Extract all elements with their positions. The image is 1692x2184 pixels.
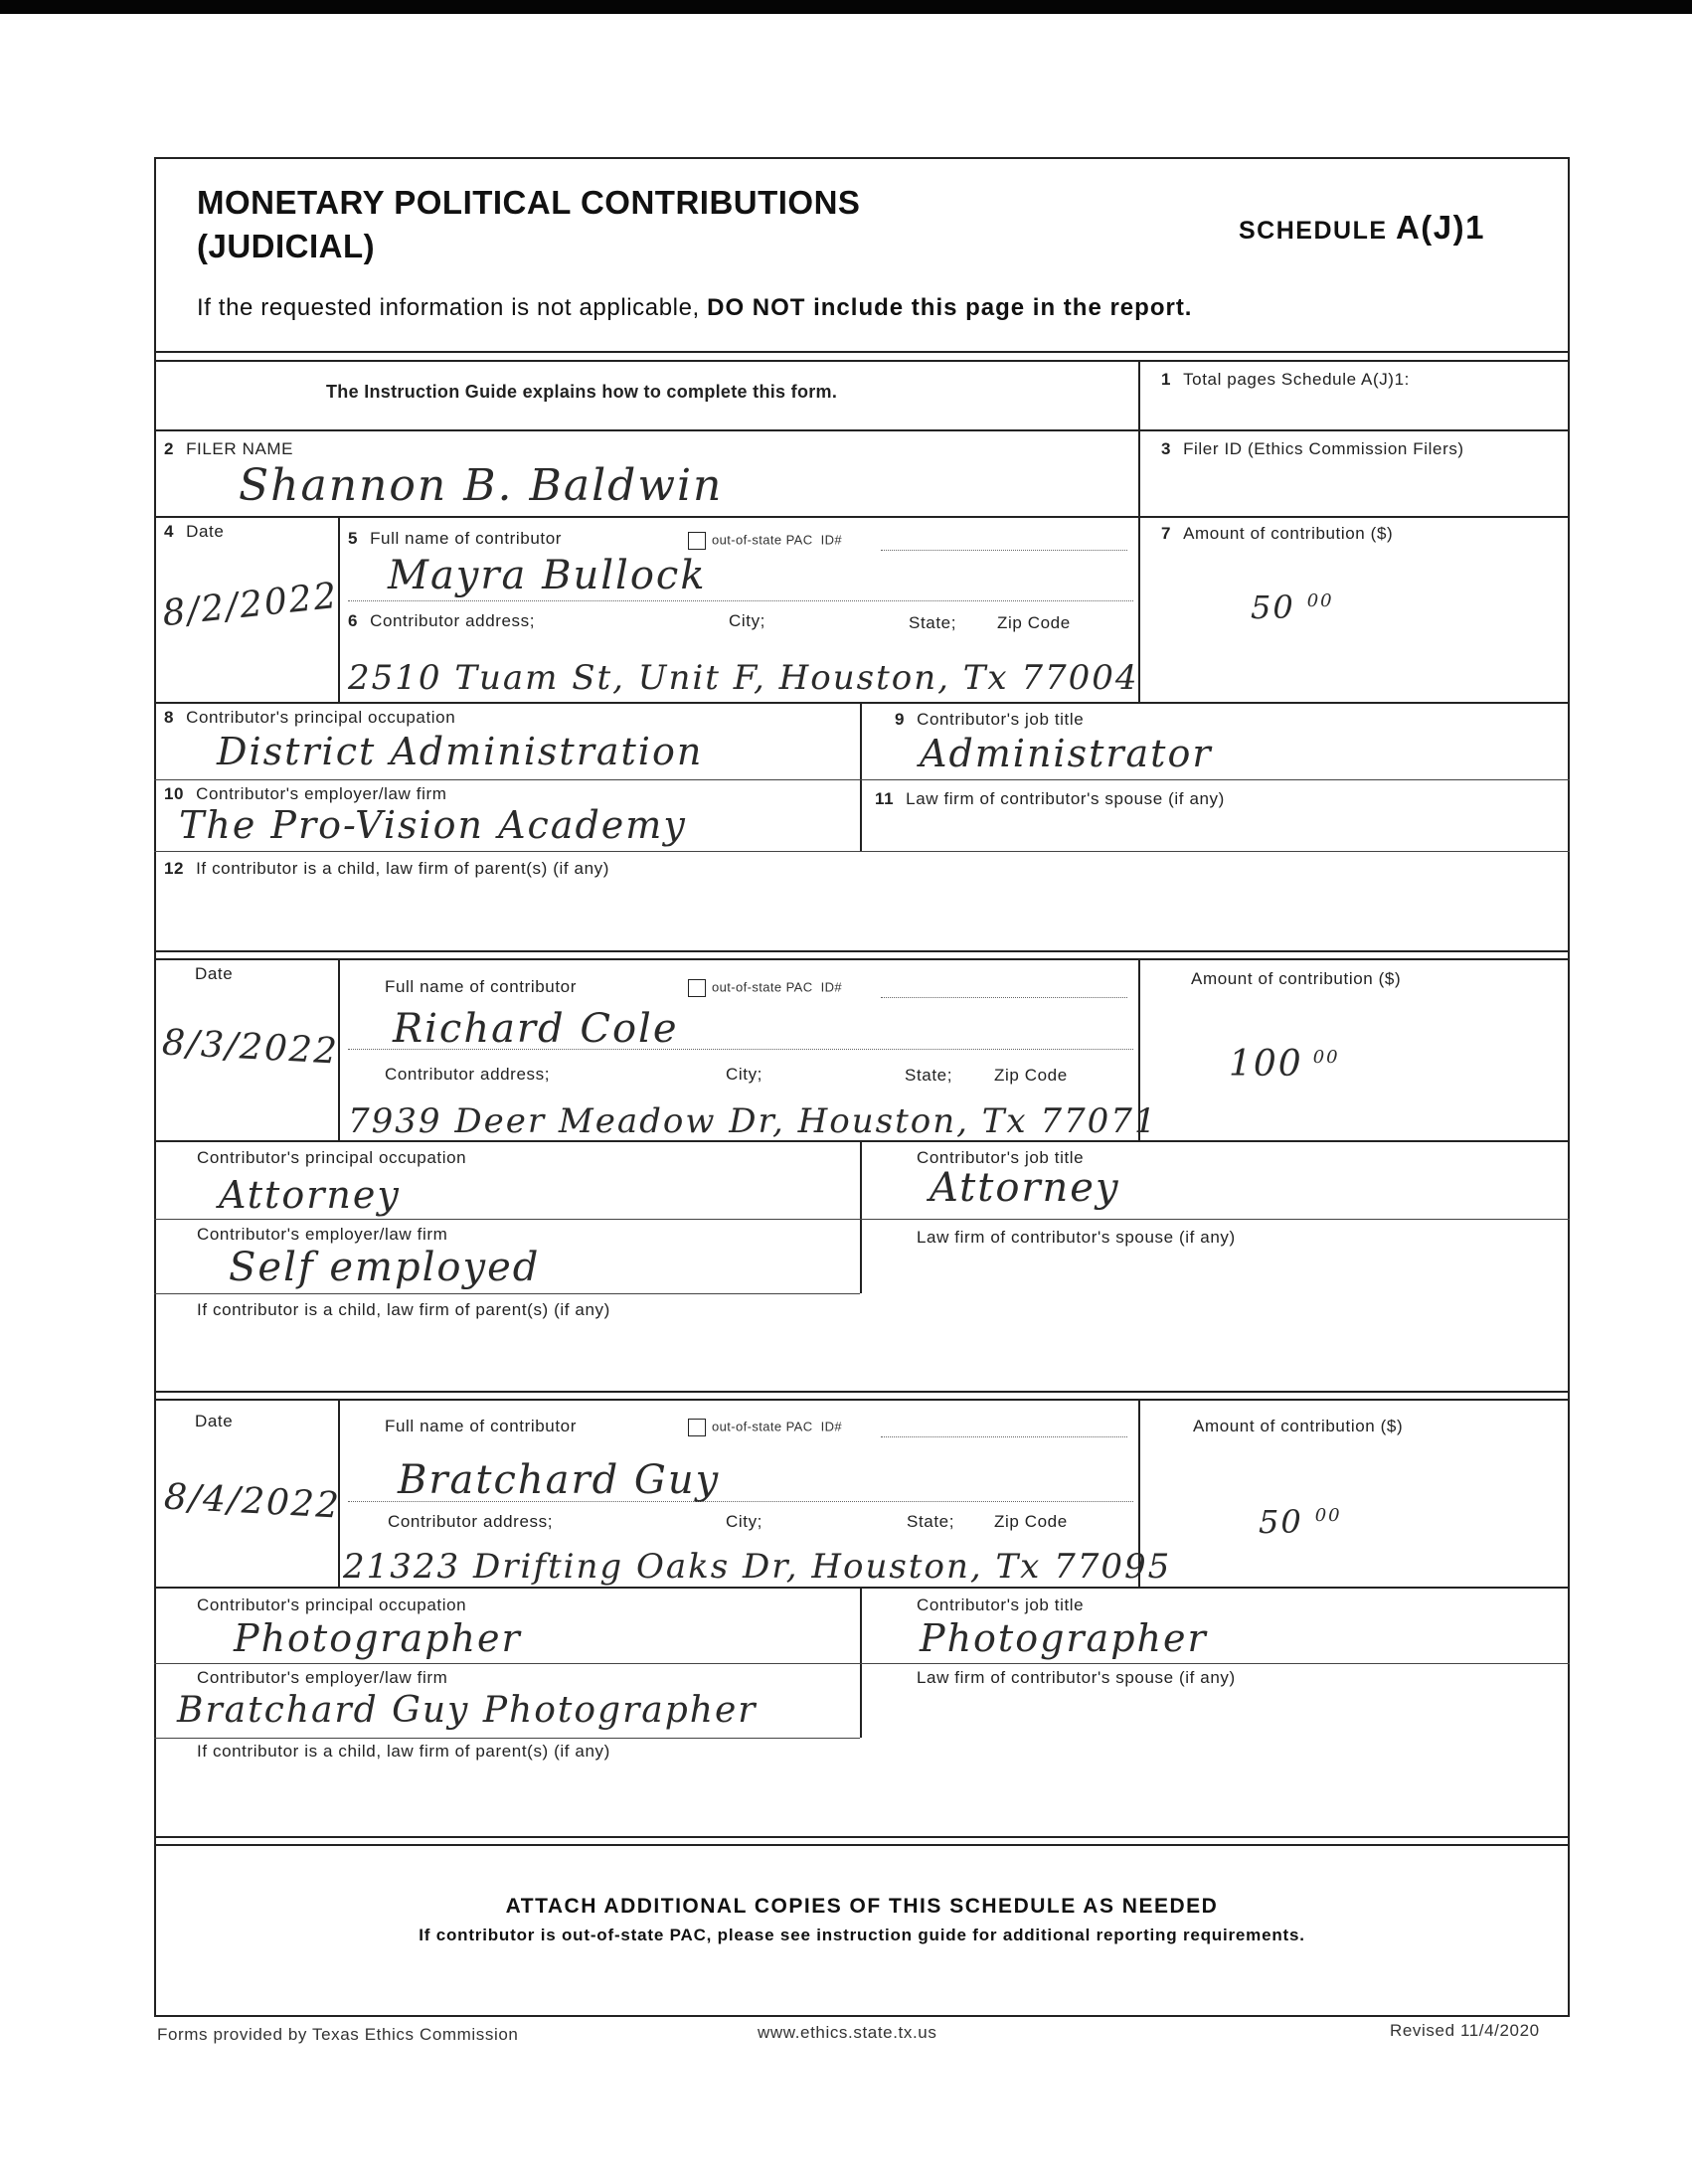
employer-law-firm[interactable]: The Pro-Vision Academy: [179, 803, 687, 847]
spouse-law-firm-label: 11 Law firm of contributor's spouse (if any): [875, 789, 1225, 808]
occupation-label: Contributor's principal occupation: [197, 1596, 467, 1614]
occupation-label: 8 Contributor's principal occupation: [164, 708, 456, 727]
contributor-name[interactable]: Mayra Bullock: [388, 553, 707, 598]
city-label: City;: [729, 611, 765, 630]
row-divider: [154, 429, 1570, 431]
row-divider: [154, 1140, 1570, 1142]
job-title[interactable]: Photographer: [920, 1616, 1208, 1660]
entry-divider-2: [154, 1399, 1570, 1401]
entry-divider-2: [154, 1844, 1570, 1846]
filer-id-label: 3 Filer ID (Ethics Commission Filers): [1161, 439, 1464, 458]
principal-occupation[interactable]: Attorney: [219, 1173, 401, 1217]
row-divider: [154, 1293, 860, 1294]
state-label: State;: [907, 1512, 955, 1531]
applicability-note: If the requested information is not applicable, DO NOT include this page in the report.: [197, 294, 1193, 321]
header-divider-2: [154, 360, 1570, 362]
employer-label: Contributor's employer/law firm: [197, 1225, 448, 1244]
contributor-address[interactable]: 7939 Deer Meadow Dr, Houston, Tx 77071: [348, 1101, 1158, 1141]
out-of-state-pac-checkbox[interactable]: out-of-state PAC ID#: [688, 979, 842, 997]
contribution-date[interactable]: 8/4/2022: [163, 1476, 342, 1527]
forms-provided-by: Forms provided by Texas Ethics Commission: [157, 2025, 519, 2044]
occupation-column-divider: [860, 1587, 862, 1738]
out-of-state-pac-note: If contributor is out-of-state PAC, please see instruction guide for additional reporting requirements.: [419, 1926, 1305, 1944]
job-title-label: Contributor's job title: [917, 1596, 1085, 1614]
contributor-name[interactable]: Richard Cole: [393, 1006, 679, 1052]
job-title-label: 9 Contributor's job title: [895, 710, 1085, 729]
form-right-border: [1568, 157, 1570, 2016]
header-divider: [154, 351, 1570, 353]
checkbox-icon: [688, 979, 706, 997]
schedule-code: SCHEDULE A(J)1: [1239, 209, 1485, 246]
job-title-label: Contributor's job title: [917, 1148, 1085, 1167]
filer-name-value[interactable]: Shannon B. Baldwin: [239, 460, 724, 511]
date-label: 4 Date: [164, 522, 225, 541]
row-divider: [154, 1663, 1570, 1664]
city-label: City;: [726, 1512, 762, 1531]
occupation-column-divider: [860, 1140, 862, 1293]
instruction-guide-note: The Instruction Guide explains how to complete this form.: [326, 382, 838, 402]
contributor-address[interactable]: 21323 Drifting Oaks Dr, Houston, Tx 77095: [343, 1547, 1172, 1587]
occupation-label: Contributor's principal occupation: [197, 1148, 467, 1167]
amount-label: Amount of contribution ($): [1191, 969, 1402, 988]
child-parent-law-firm-label: 12 If contributor is a child, law firm of parent(s) (if any): [164, 859, 609, 878]
checkbox-icon: [688, 532, 706, 550]
form-bottom-border: [154, 2015, 1570, 2017]
spouse-law-firm-label: Law firm of contributor's spouse (if any): [917, 1668, 1236, 1687]
entry-divider: [154, 1391, 1570, 1393]
form-top-border: [154, 157, 1570, 159]
state-label: State;: [905, 1066, 953, 1085]
pac-id-line: [881, 1436, 1127, 1437]
row-divider: [154, 702, 1570, 704]
employer-law-firm[interactable]: Bratchard Guy Photographer: [177, 1690, 758, 1731]
employer-label: Contributor's employer/law firm: [197, 1668, 448, 1687]
employer-label: 10 Contributor's employer/law firm: [164, 784, 447, 803]
date-label: Date: [195, 964, 234, 983]
contribution-amount[interactable]: 50 $^{00}$: [1259, 1503, 1342, 1541]
principal-occupation[interactable]: Photographer: [234, 1616, 522, 1660]
employer-law-firm[interactable]: Self employed: [229, 1245, 541, 1290]
full-name-label: Full name of contributor: [385, 1417, 577, 1435]
out-of-state-pac-checkbox[interactable]: out-of-state PAC ID#: [688, 1419, 842, 1436]
row-divider: [154, 516, 1570, 518]
total-pages-label: 1 Total pages Schedule A(J)1:: [1161, 370, 1410, 389]
name-line: [348, 1049, 1133, 1050]
child-parent-law-firm-label: If contributor is a child, law firm of parent(s) (if any): [197, 1742, 610, 1761]
revision-date: Revised 11/4/2020: [1390, 2021, 1540, 2040]
contribution-amount[interactable]: 100 $^{00}$: [1229, 1044, 1340, 1085]
job-title[interactable]: Attorney: [930, 1165, 1120, 1211]
zip-label: Zip Code: [994, 1066, 1068, 1085]
row-divider: [154, 1738, 860, 1739]
entry-divider: [154, 950, 1570, 952]
contributor-address[interactable]: 2510 Tuam St, Unit F, Houston, Tx 77004: [348, 658, 1139, 698]
amount-label: Amount of contribution ($): [1193, 1417, 1404, 1435]
address-label: Contributor address;: [388, 1512, 554, 1531]
zip-label: Zip Code: [997, 613, 1071, 632]
child-parent-law-firm-label: If contributor is a child, law firm of parent(s) (if any): [197, 1300, 610, 1319]
row-divider: [154, 1587, 1570, 1589]
amount-label: 7 Amount of contribution ($): [1161, 524, 1394, 543]
zip-label: Zip Code: [994, 1512, 1068, 1531]
contributor-name[interactable]: Bratchard Guy: [398, 1457, 721, 1503]
row-divider: [154, 851, 1570, 852]
pac-id-line: [881, 997, 1127, 998]
contribution-date[interactable]: 8/2/2022: [160, 575, 341, 635]
pac-id-line: [881, 550, 1127, 551]
contribution-date[interactable]: 8/3/2022: [161, 1022, 340, 1073]
row-divider: [154, 1219, 1570, 1220]
ethics-website[interactable]: www.ethics.state.tx.us: [758, 2023, 937, 2042]
date-label: Date: [195, 1412, 234, 1430]
row-divider: [154, 779, 1570, 780]
name-line: [348, 1501, 1133, 1502]
city-label: City;: [726, 1065, 762, 1084]
entry-divider: [154, 1836, 1570, 1838]
occupation-column-divider: [860, 702, 862, 851]
form-title: MONETARY POLITICAL CONTRIBUTIONS (JUDICIAL): [197, 184, 861, 264]
full-name-label: Full name of contributor: [385, 977, 577, 996]
filer-name-label: 2 FILER NAME: [164, 439, 294, 458]
principal-occupation[interactable]: District Administration: [217, 730, 704, 773]
out-of-state-pac-checkbox[interactable]: out-of-state PAC ID#: [688, 532, 842, 550]
info-column-divider: [1138, 360, 1140, 702]
state-label: State;: [909, 613, 957, 632]
name-line: [348, 600, 1133, 601]
attach-copies-note: ATTACH ADDITIONAL COPIES OF THIS SCHEDULE AS NEEDED: [505, 1895, 1219, 1918]
contribution-amount[interactable]: 50 $^{00}$: [1251, 588, 1334, 626]
job-title[interactable]: Administrator: [920, 732, 1213, 775]
full-name-label: 5 Full name of contributor: [348, 529, 563, 548]
entry-divider-2: [154, 958, 1570, 960]
address-label: Contributor address;: [385, 1065, 551, 1084]
checkbox-icon: [688, 1419, 706, 1436]
address-label: 6 Contributor address;: [348, 611, 536, 630]
spouse-law-firm-label: Law firm of contributor's spouse (if any): [917, 1228, 1236, 1247]
